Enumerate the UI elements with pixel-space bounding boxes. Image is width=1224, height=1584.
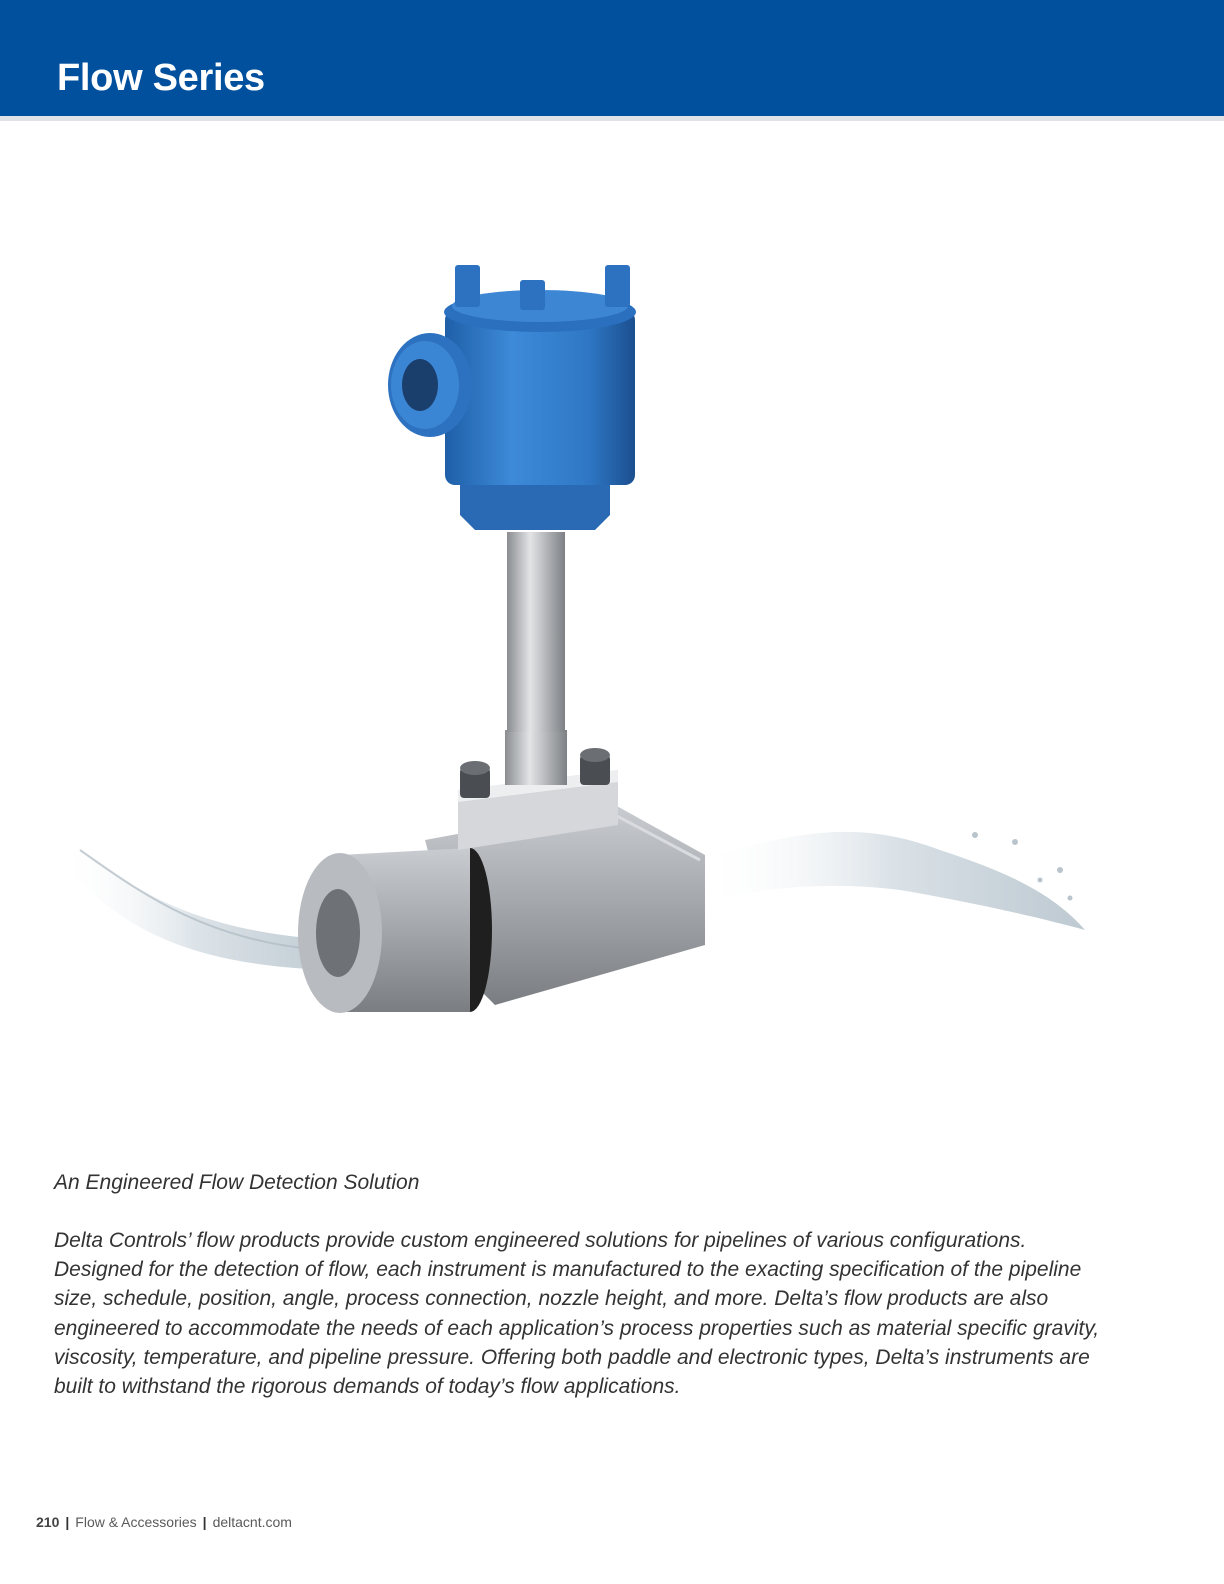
- page-title: Flow Series: [57, 57, 265, 99]
- header-divider: [0, 116, 1224, 121]
- product-image: [40, 250, 1140, 1040]
- footer-section: Flow & Accessories: [75, 1514, 197, 1530]
- footer: [36, 1512, 292, 1532]
- intro-heading: An Engineered Flow Detection Solution: [54, 1171, 420, 1194]
- footer-separator: |: [65, 1514, 70, 1530]
- footer-website[interactable]: deltacnt.com: [212, 1514, 292, 1530]
- flow-switch-product-icon: [40, 250, 1140, 1040]
- intro-body: Delta Controls’ flow products provide custom engineered solutions for pipelines of various configurations. Designed for the detection of flow, each instrument is manufactured to the exacting specification of the pipeline size, schedule, position, angle, process connection, nozzle height, and more. Delta’s flow products are also engineered to accommodate the needs of each application’s process properties such as material specific gravity, viscosity, temperature, and pipeline pressure. Offering both paddle and electronic types, Delta’s instruments are built to withstand the rigorous demands of today’s flow applications.: [54, 1229, 1100, 1399]
- page-number: 210: [36, 1514, 60, 1530]
- footer-separator: |: [202, 1514, 207, 1530]
